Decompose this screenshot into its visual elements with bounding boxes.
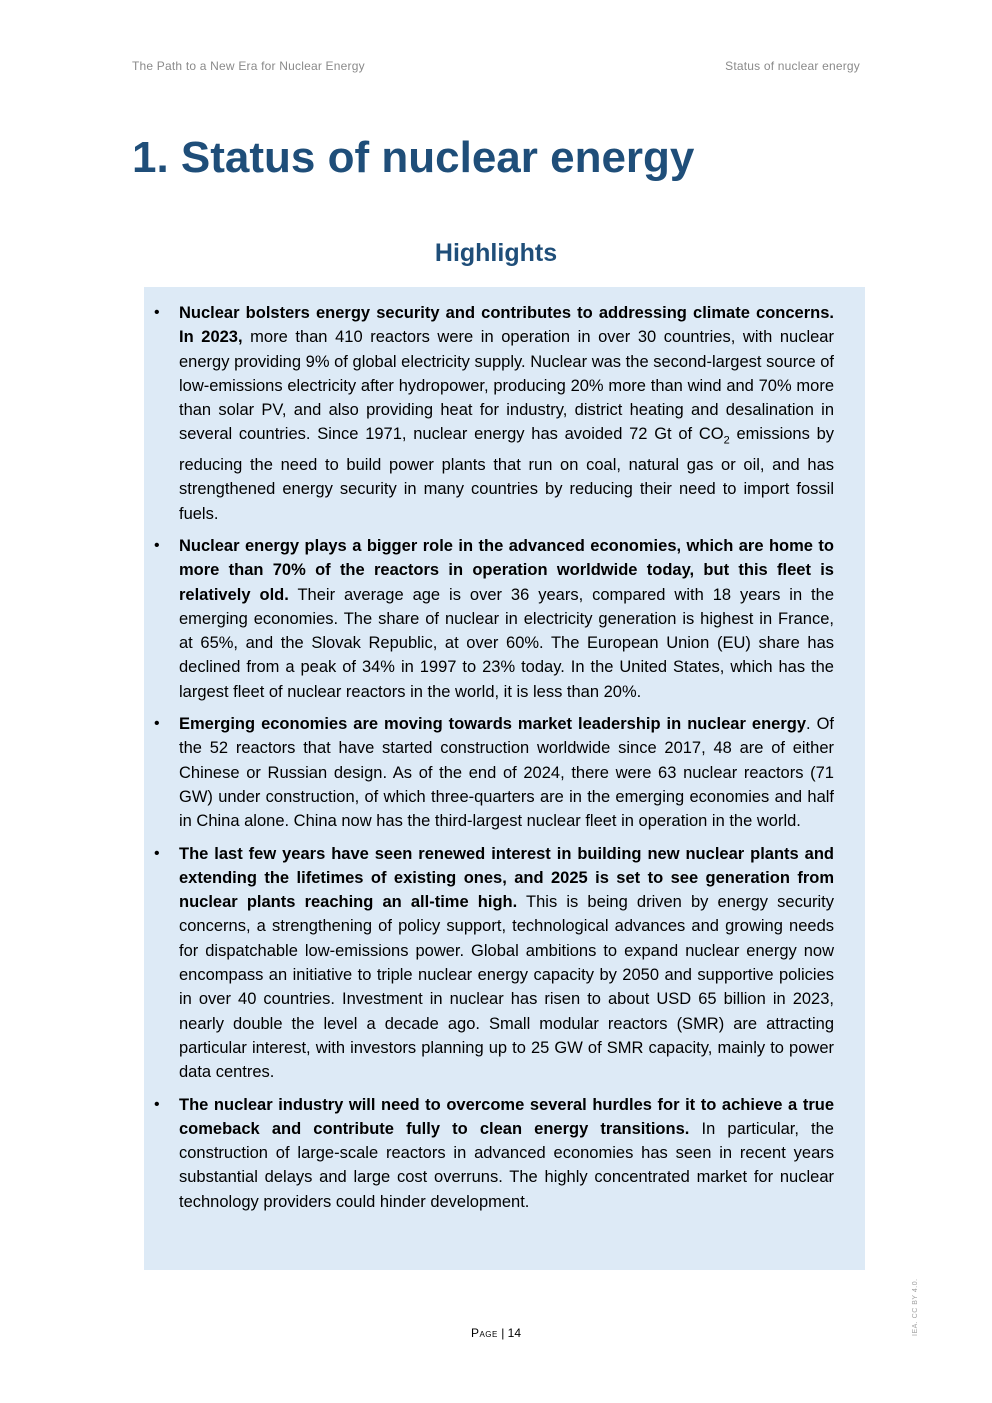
highlight-lead: Nuclear energy plays a bigger role in the advanced economies, which are home to more than 70% of the reactors in operation worldwide today, but this fleet is relatively old.: [179, 536, 834, 604]
bullet-icon: •: [154, 844, 160, 862]
highlights-list: [144, 301, 834, 1214]
running-header-report-title: The Path to a New Era for Nuclear Energy: [132, 59, 365, 73]
highlight-lead: The nuclear industry will need to overcome several hurdles for it to achieve a true comeback and contribute fully to clean energy transitions.: [179, 1095, 834, 1138]
highlight-item-emerging-economies: [144, 712, 834, 833]
page-number: 14: [507, 1326, 522, 1340]
highlight-item-renewed-interest: [144, 842, 834, 1085]
highlight-body: This is being driven by energy security concerns, a strengthening of policy support, technological advances and growing needs for dispatchable low-emissions power. Global ambitions to expand nuclear energy now encompass an initiative to triple nuclear energy capacity by 2050 and supportive policies in over 40 countries. Investment in nuclear has risen to about USD 65 billion in 2023, nearly double the level a decade ago. Small modular reactors (SMR) are attracting particular interest, with investors planning up to 25 GW of SMR capacity, mainly to power data centres.: [179, 893, 834, 1082]
bullet-icon: •: [154, 715, 160, 733]
highlight-body: . Of the 52 reactors that have started construction worldwide since 2017, 48 are of either Chinese or Russian design. As of the end of 2024, there were 63 nuclear reactors (71 GW) under construction, of which three-quarters are in the emerging economies and half in China alone. China now has the third-largest nuclear fleet in operation in the world.: [179, 715, 834, 831]
highlight-body-tail: emissions by reducing the need to build power plants that run on coal, natural gas or oil, and has strengthened energy security in many countries by reducing their need to import fossil fuels.: [179, 425, 835, 523]
running-header: [132, 59, 860, 75]
page-separator: |: [497, 1326, 508, 1340]
highlight-body: In particular, the construction of large-scale reactors in advanced economies has seen in recent years substantial delays and large cost overruns. The highly concentrated market for nuclear technology providers could hinder development.: [179, 1119, 834, 1211]
highlight-item-energy-security: [144, 301, 834, 526]
page-label: Page: [470, 1326, 498, 1340]
highlight-lead: Nuclear bolsters energy security and contributes to addressing climate concerns. In 2023,: [179, 304, 834, 347]
highlight-body: more than 410 reactors were in operation in over 30 countries, with nuclear energy providing 9% of global electricity supply. Nuclear was the second-largest source of low-emissions electricity after hydropower, producing 20% more than wind and 70% more than solar PV, and also providing heat for industry, district heating and desalination in several countries. Since 1971, nuclear energy has avoided 72 Gt of CO: [179, 328, 834, 444]
chapter-title: 1. Status of nuclear energy: [132, 133, 695, 182]
highlight-lead: The last few years have seen renewed interest in building new nuclear plants and extending the lifetimes of existing ones, and 2025 is set to see generation from nuclear plants reaching an all-time high.: [179, 844, 834, 912]
running-header-section-title: Status of nuclear energy: [725, 59, 860, 73]
highlight-lead: Emerging economies are moving towards market leadership in nuclear energy: [179, 715, 806, 734]
bullet-icon: •: [154, 304, 160, 321]
bullet-icon: •: [154, 1095, 160, 1113]
co2-subscript: 2: [723, 434, 730, 447]
bullet-icon: •: [154, 536, 160, 554]
highlight-body: Their average age is over 36 years, compared with 18 years in the emerging economies. The share of nuclear in electricity generation is highest in France, at 65%, and the Slovak Republic, at over 60%. The European Union (EU) share has declined from a peak of 34% in 1997 to 23% today. In the United States, which has the largest fleet of nuclear reactors in the world, it is less than 20%.: [179, 585, 834, 701]
page-footer: [0, 1326, 992, 1340]
license-mark: IEA. CC BY 4.0.: [912, 1278, 919, 1336]
highlights-heading: Highlights: [434, 239, 558, 267]
highlight-item-advanced-economies: [144, 534, 834, 704]
highlight-item-industry-hurdles: [144, 1093, 834, 1214]
highlights-box: [144, 287, 865, 1270]
